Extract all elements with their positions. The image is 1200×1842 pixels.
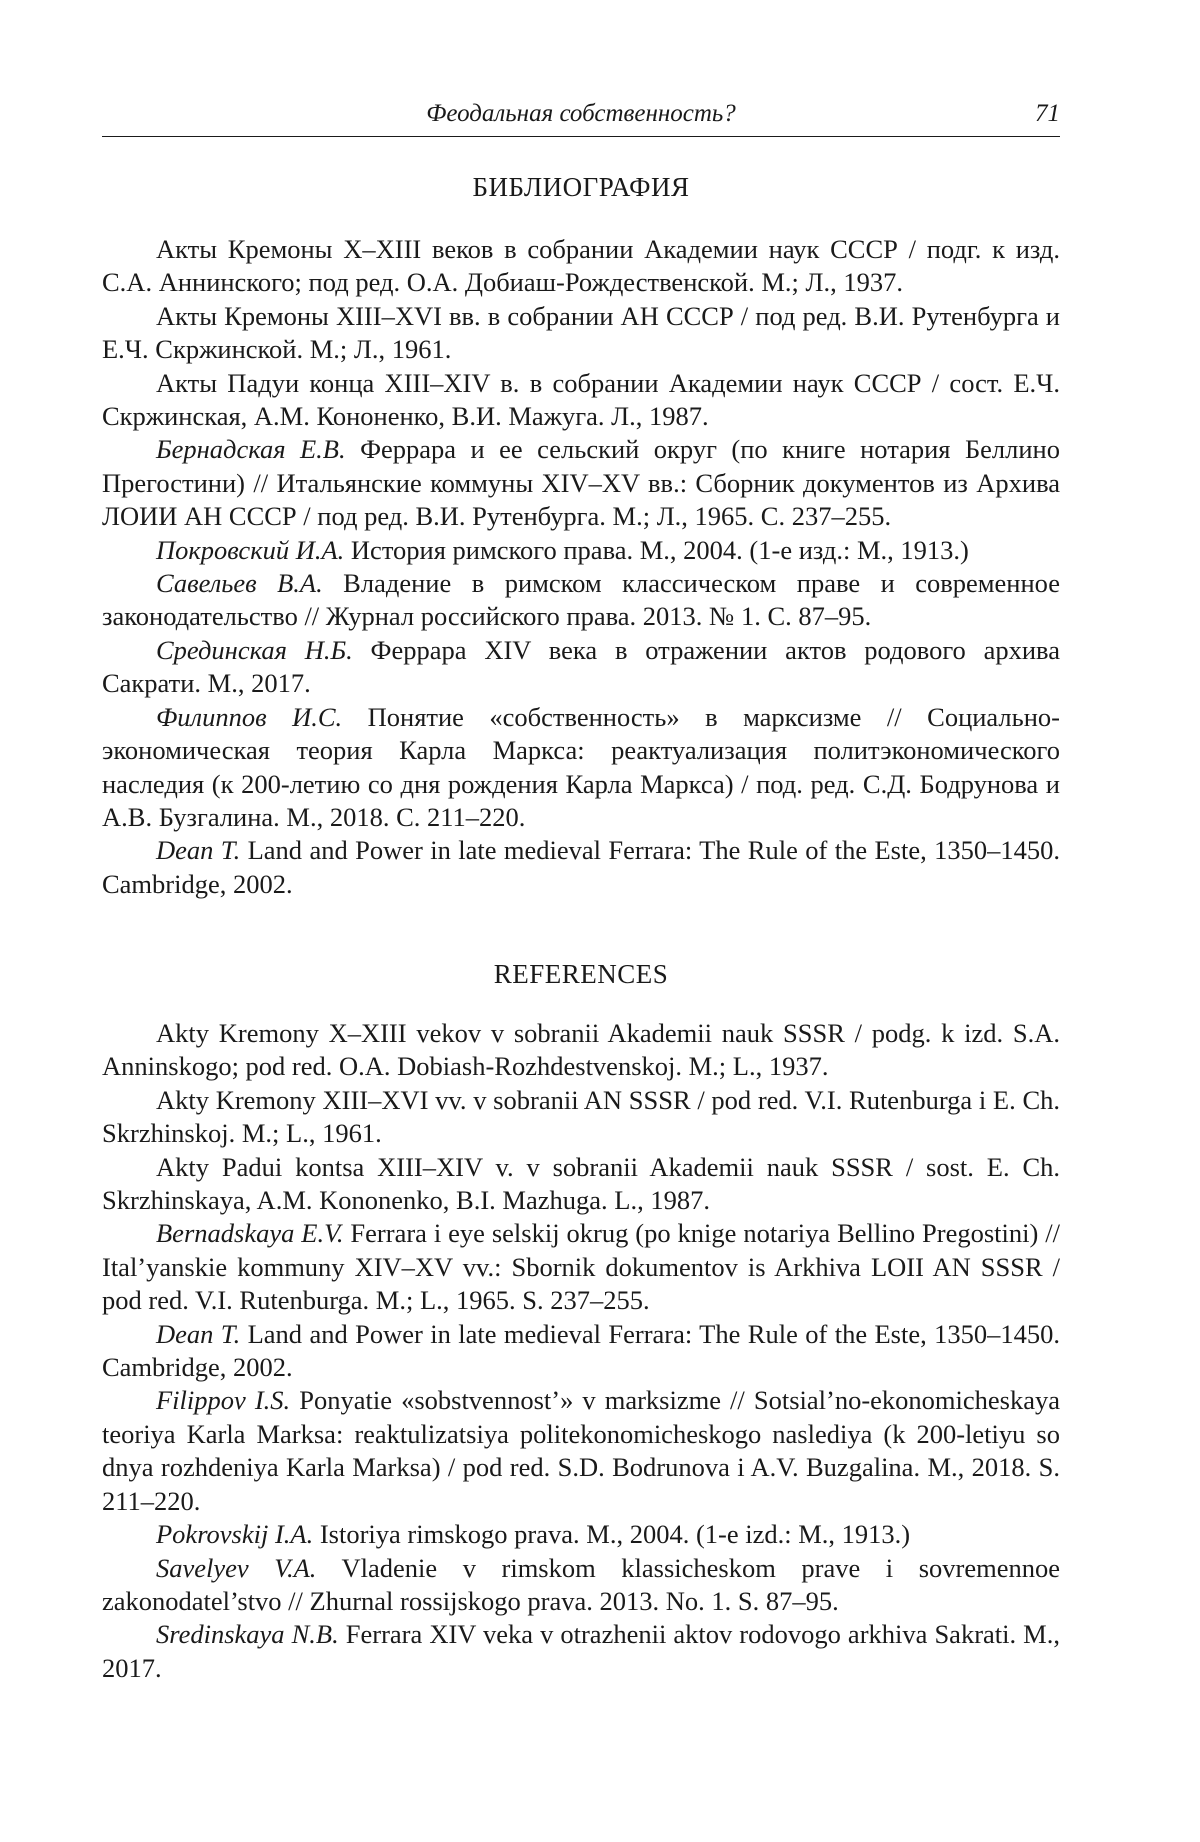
entry-text: Ponyatie «sobstvennost’» v marksizme // Sotsial’no-ekonomi­cheskaya teoriya Karla Marksa: reaktulizatsiya politekonomicheskogo nasledi­ya (k 200-letiyu so dnya rozhdeniya Karla Marksa) / pod red. S.D. Bodrunova i A.V. Buzgalina. M., 2018. S. 211–220. — [102, 1385, 1060, 1515]
reference-entry — [102, 1618, 1060, 1685]
reference-entry — [102, 1217, 1060, 1317]
entry-author: Savelyev V.A. — [156, 1553, 316, 1583]
reference-entry — [102, 1017, 1060, 1084]
reference-entry — [102, 1384, 1060, 1518]
bibliography-entry — [102, 834, 1060, 901]
entry-text: Akty Padui kontsa XIII–XIV v. v sobranii Akademii nauk SSSR / sost. E. Ch. Skrzhinskaya, A.M. Kononenko, B.I. Mazhuga. L., 1987. — [102, 1152, 1060, 1215]
entry-author: Бернадская Е.В. — [156, 434, 346, 464]
reference-entry — [102, 1318, 1060, 1385]
bibliography-entry — [102, 534, 1060, 567]
running-title: Феодальная собственность? — [102, 98, 1060, 130]
entry-author: Pokrovskij I.A. — [156, 1519, 313, 1549]
entry-text: Ferrara XIV veka v otrazhenii aktov rodovogo arkhiva Sakrati. M., 2017. — [102, 1619, 1060, 1682]
entry-author: Sredinskaya N.B. — [156, 1619, 339, 1649]
entry-author: Dean T. — [156, 835, 240, 865]
reference-entry — [102, 1151, 1060, 1218]
entry-author: Срединская Н.Б. — [156, 635, 353, 665]
bibliography-entry — [102, 701, 1060, 835]
bibliography-entry — [102, 300, 1060, 367]
reference-entry — [102, 1552, 1060, 1619]
entry-text: Понятие «собственность» в марксизме // Социально-экономическая теория Карла Маркса: реактуализация политэкономиче­ского наследия (к 200-летию со дня рождения Карла Маркса) / под. ред. С.Д. Бодрунова и А.В. Бузгалина. М., 2018. С. 211–220. — [102, 702, 1060, 832]
entry-text: Акты Кремоны X–XIII веков в собрании Академии наук СССР / подг. к изд. С.А. Аннинского; под ред. О.А. Добиаш-Рождественской. М.; Л., 1937. — [102, 234, 1060, 297]
entry-text: Акты Кремоны XIII–XVI вв. в собрании АН СССР / под ред. В.И. Ру­тенбурга и Е.Ч. Скржинской. М.; Л., 1961. — [102, 301, 1060, 364]
entry-text: Istoriya rimskogo prava. M., 2004. (1-e izd.: M., 1913.) — [313, 1519, 910, 1549]
page-number: 71 — [1035, 98, 1060, 130]
bibliography-list — [102, 233, 1060, 901]
entry-text: Феррара XIV века в отражении актов родового архива Сакрати. М., 2017. — [102, 635, 1060, 698]
entry-text: История римского права. М., 2004. (1-е изд.: М., 1913.) — [344, 535, 969, 565]
running-head — [102, 98, 1060, 137]
entry-text: Land and Power in late medieval Ferrara: The Rule of the Este, 1350–1450. Cambridge, 2002. — [102, 835, 1060, 898]
entry-text: Land and Power in late medieval Ferrara: The Rule of the Este, 1350–1450. Cambridge, 2002. — [102, 1319, 1060, 1382]
entry-author: Покровский И.А. — [156, 535, 344, 565]
references-list — [102, 1017, 1060, 1685]
entry-text: Ferrara i eye selskij okrug (po knige notariya Bellino Pregostini) // Ital’yanskie kommuny XIV–XV vv.: Sbornik dokumentov is Arkh­iva LOII AN SSSR / pod red. V.I. Rutenburga. M.; L., 1965. S. 237–255. — [102, 1218, 1060, 1315]
entry-text: Akty Kremony XIII–XVI vv. v sobranii AN SSSR / pod red. V.I. Rutenbur­ga i E. Ch. Skrzhinskoj. M.; L., 1961. — [102, 1085, 1060, 1148]
entry-author: Савельев В.А. — [156, 568, 323, 598]
entry-author: Bernadskaya E.V. — [156, 1218, 344, 1248]
reference-entry — [102, 1518, 1060, 1551]
entry-author: Filippov I.S. — [156, 1385, 290, 1415]
entry-text: Феррара и ее сельский округ (по книге нотария Беллино Прегостини) // Итальянские коммуны XIV–XV вв.: Сборник документов из Архива ЛОИИ АН СССР / под ред. В.И. Рутенбурга. М.; Л., 1965. С. 237–255. — [102, 434, 1060, 531]
book-page — [0, 0, 1200, 1842]
references-heading: REFERENCES — [102, 957, 1060, 991]
bibliography-entry — [102, 367, 1060, 434]
entry-text: Vladenie v rimskom klassicheskom prave i sovremennoe zakonodatel’stvo // Zhurnal rossijskogo prava. 2013. No. 1. S. 87–95. — [102, 1553, 1060, 1616]
reference-entry — [102, 1084, 1060, 1151]
bibliography-entry — [102, 634, 1060, 701]
entry-author: Филиппов И.С. — [156, 702, 342, 732]
bibliography-entry — [102, 233, 1060, 300]
entry-author: Dean T. — [156, 1319, 240, 1349]
bibliography-entry — [102, 567, 1060, 634]
bibliography-heading: БИБЛИОГРАФИЯ — [102, 170, 1060, 204]
entry-text: Акты Падуи конца XIII–XIV в. в собрании Академии наук СССР / сост. Е.Ч. Скржинская, А.М. Кононенко, В.И. Мажуга. Л., 1987. — [102, 368, 1060, 431]
entry-text: Akty Kremony X–XIII vekov v sobranii Akademii nauk SSSR / podg. k izd. S.A. Anninskogo; pod red. O.A. Dobiash-Rozhdestvenskoj. M.; L., 1937. — [102, 1018, 1060, 1081]
bibliography-entry — [102, 433, 1060, 533]
entry-text: Владение в римском классическом праве и современное законодательство // Журнал российского права. 2013. № 1. С. 87–95. — [102, 568, 1060, 631]
